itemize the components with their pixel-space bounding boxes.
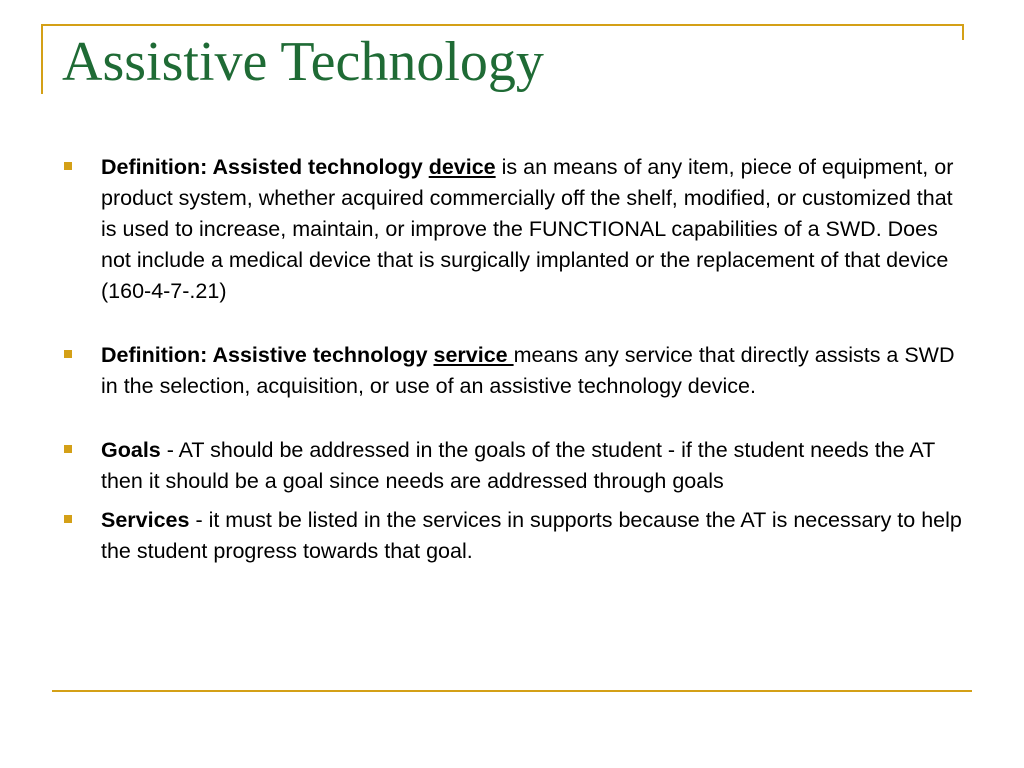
bullet-service-definition (64, 340, 964, 402)
bullet-lead: Goals (101, 438, 161, 462)
bottom-divider-line (52, 690, 972, 692)
bullet-text: - it must be listed in the services in supports because the AT is necessary to help the student progress towards that goal. (101, 508, 962, 563)
title-frame-left-line (41, 24, 43, 94)
bullet-goals (64, 435, 964, 497)
bullet-term: device (428, 155, 496, 179)
bullet-text: is an means of any item, piece of equipment, or product system, whether acquired commercially off the shelf, modified, or customized that is used to increase, maintain, or improve the FUNCTIONAL capabilities of a SWD. Does not include a medical device that is surgically implanted or the replacement of that device (160-4-7-.21) (101, 155, 954, 303)
square-bullet-icon (64, 350, 72, 358)
bullet-lead: Definition: Assisted technology (101, 155, 429, 179)
bullet-term: service (433, 343, 514, 367)
bullet-text: means any service that directly assists a SWD in the selection, acquisition, or use of an assistive technology device. (101, 343, 955, 398)
bullet-services (64, 505, 964, 567)
square-bullet-icon (64, 515, 72, 523)
square-bullet-icon (64, 162, 72, 170)
bullet-device-definition (64, 152, 964, 307)
bullet-lead: Services (101, 508, 190, 532)
bullet-text: - AT should be addressed in the goals of the student - if the student needs the AT then it should be a goal since needs are addressed through goals (101, 438, 935, 493)
title-frame-right-line (962, 24, 964, 40)
slide-title: Assistive Technology (62, 31, 544, 93)
bullet-lead: Definition: Assistive technology (101, 343, 434, 367)
square-bullet-icon (64, 445, 72, 453)
bullet-list (64, 152, 964, 567)
